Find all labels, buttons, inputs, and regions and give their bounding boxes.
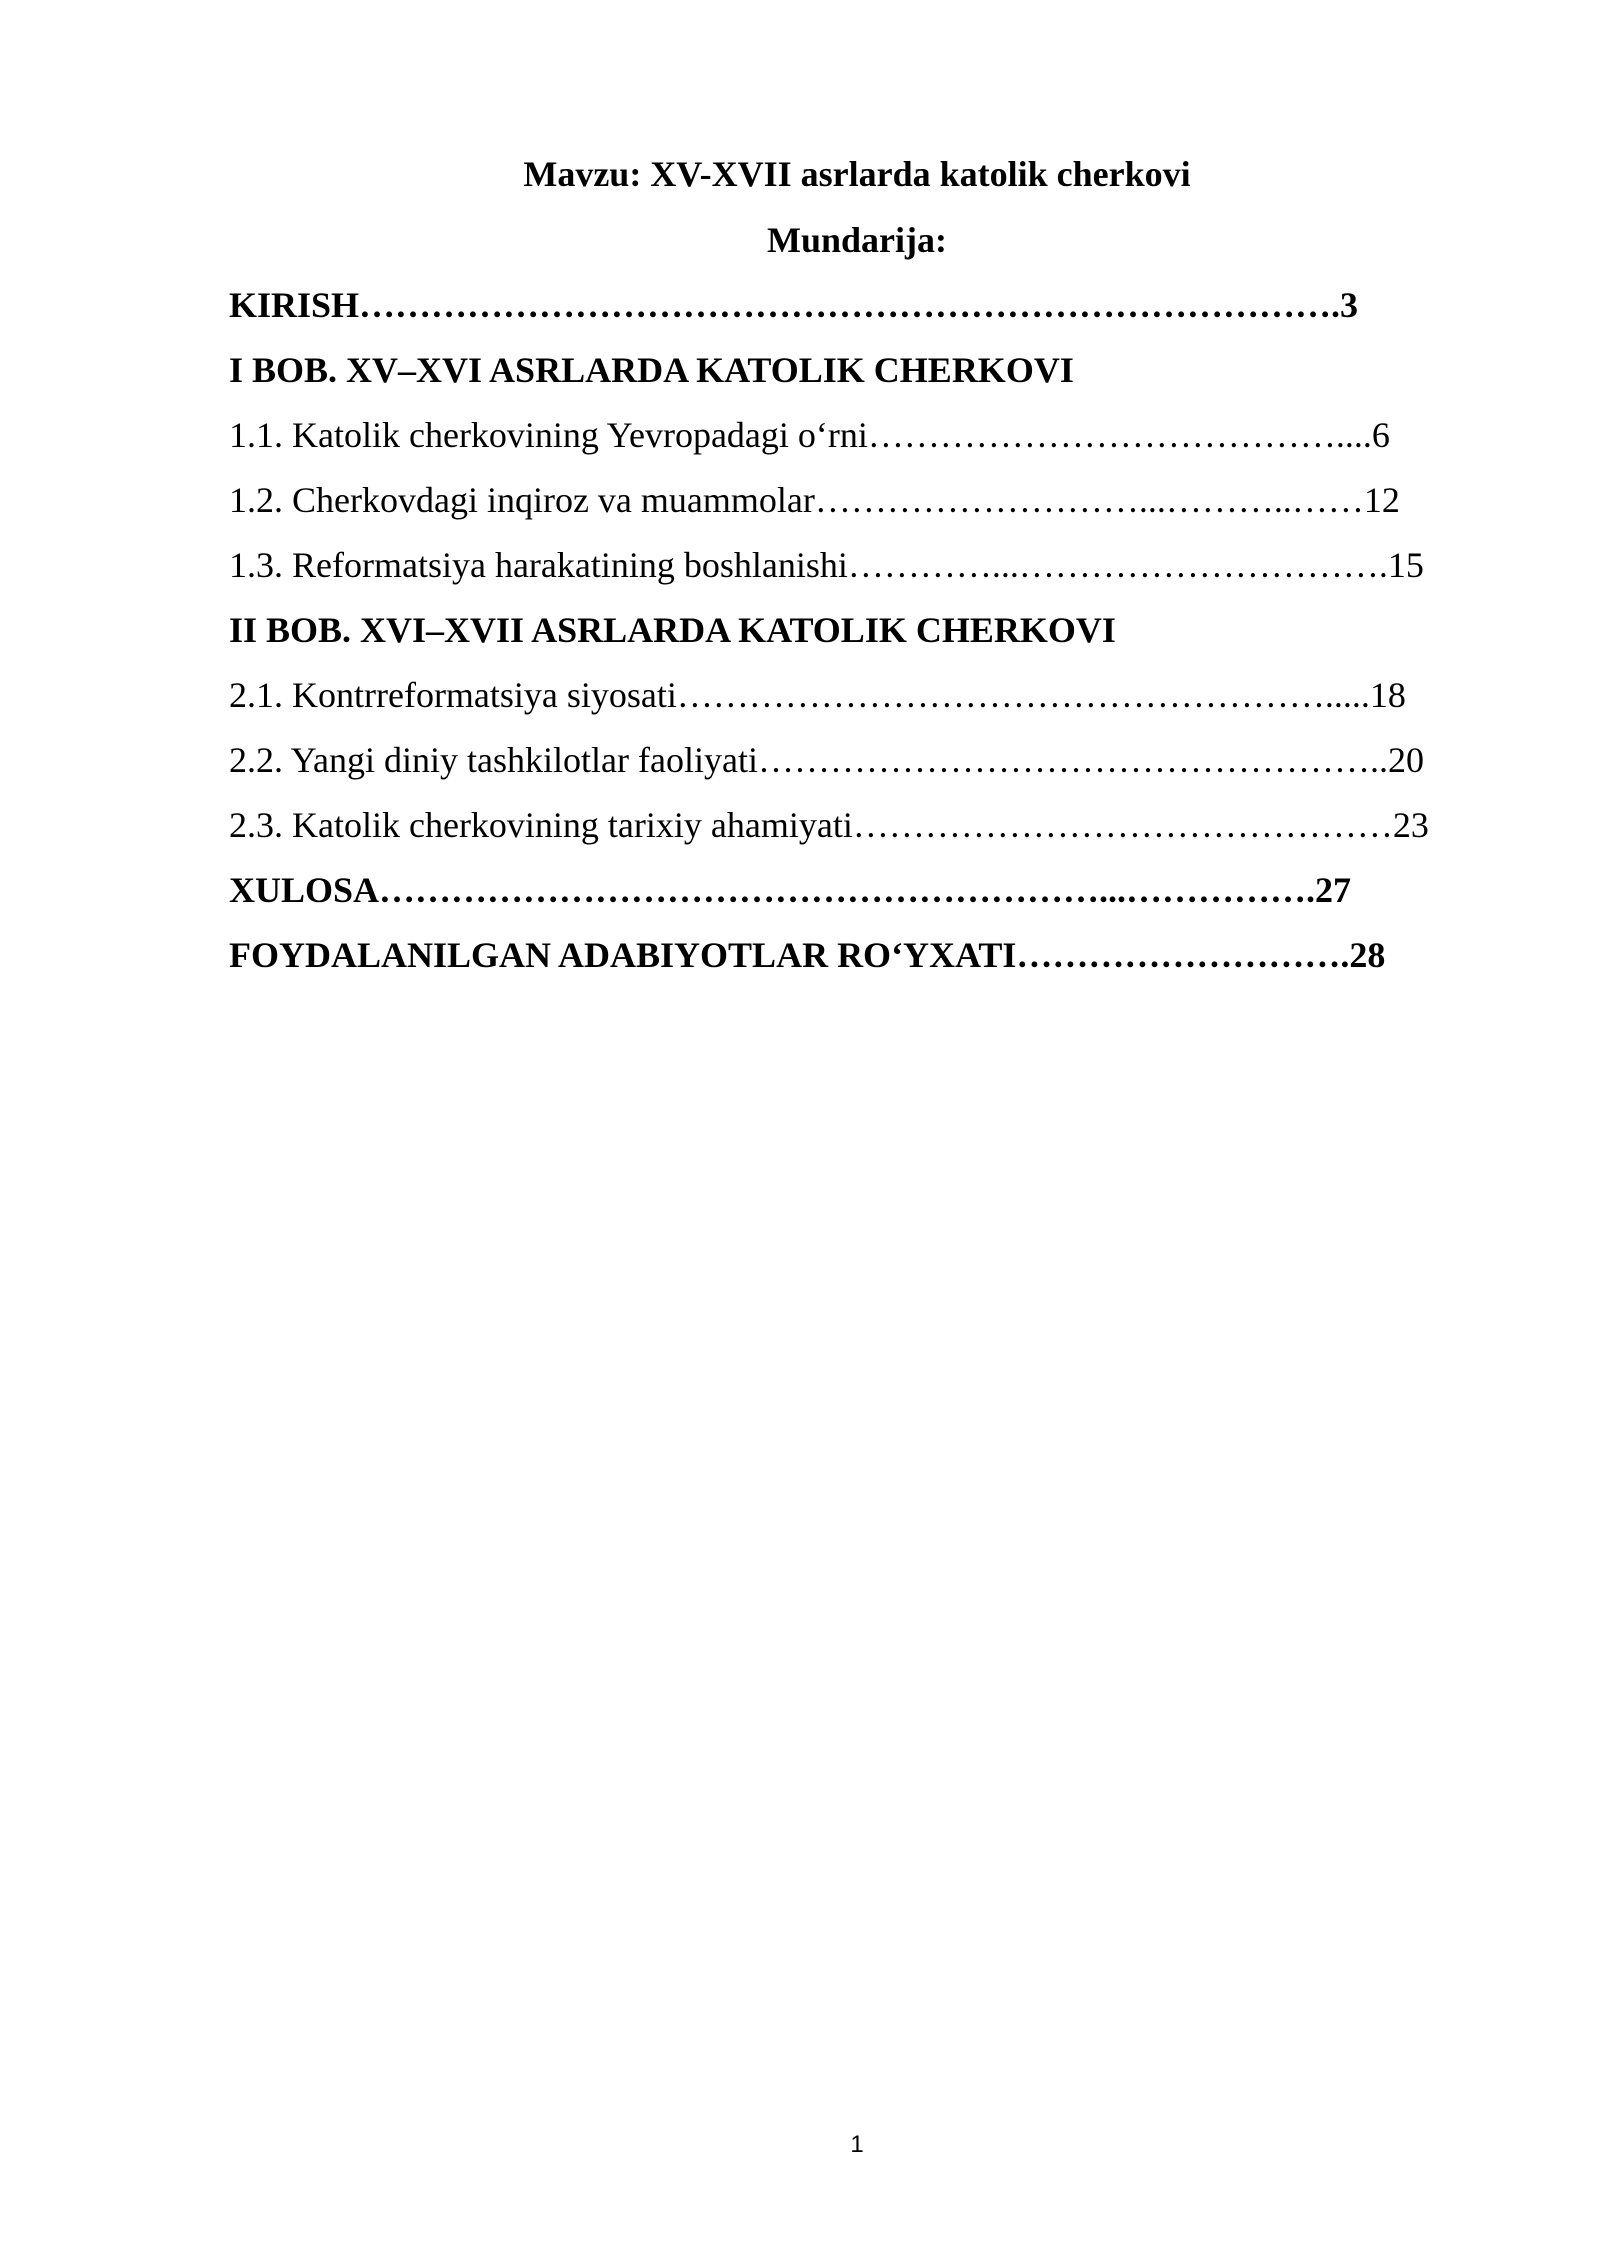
toc-entry-2-1: 2.1. Kontrreformatsiya siyosati……………………………………………….....18 [229, 675, 1406, 715]
document-title: Mavzu: XV-XVII asrlarda katolik cherkovi [523, 154, 1191, 194]
toc-entry-1-3: 1.3. Reformatsiya harakatining boshlanishi…………...………………………….15 [229, 545, 1424, 585]
page-number: 1 [850, 2131, 864, 2158]
toc-entry-1-1: 1.1. Katolik cherkovining Yevropadagi o‘rni…………………………………....6 [229, 415, 1390, 455]
toc-chapter-1: I BOB. XV–XVI ASRLARDA KATOLIK CHERKOVI [229, 350, 1074, 390]
toc-entry-kirish: KIRISH……………………………………………………………………….3 [229, 285, 1359, 325]
toc-heading: Mundarija: [767, 220, 947, 260]
toc-entry-2-2: 2.2. Yangi diniy tashkilotlar faoliyati……………………………………………..20 [229, 740, 1424, 780]
toc-entry-1-2: 1.2. Cherkovdagi inqiroz va muammolar………………………...………..……12 [229, 480, 1400, 520]
toc-entry-2-3: 2.3. Katolik cherkovining tarixiy ahamiyati………………………………………23 [229, 805, 1429, 845]
table-of-contents [229, 283, 1491, 998]
toc-chapter-2: II BOB. XVI–XVII ASRLARDA KATOLIK CHERKOVI [229, 610, 1116, 650]
toc-entry-adabiyotlar: FOYDALANILGAN ADABIYOTLAR RO‘YXATI……………………….28 [229, 935, 1386, 975]
toc-entry-xulosa: XULOSA……………………………………………………...…………….27 [229, 870, 1352, 910]
